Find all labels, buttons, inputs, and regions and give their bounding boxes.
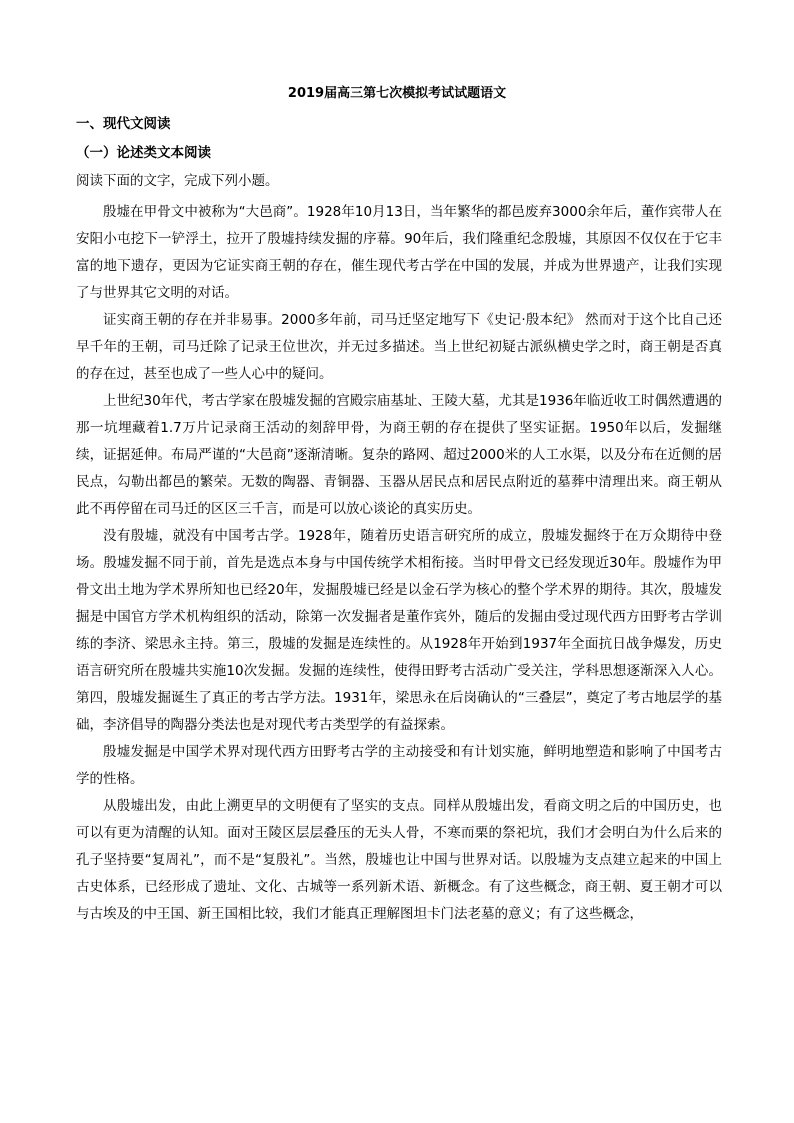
reading-instruction: 阅读下面的文字，完成下列小题。 xyxy=(76,173,279,189)
section-heading: 一、现代文阅读 xyxy=(76,116,171,132)
paragraph-6: 从殷墟出发，由此上溯更早的文明便有了坚实的支点。同样从殷墟出发，看商文明之后的中国历史，也可以有更为清醒的认知。面对王陵区层层叠压的无头人骨，不寒而栗的祭祀坑，我们才会明白为什么后来的孔子坚持要“复周礼”，而不是“复殷礼”。当然，殷墟也让中国与世界对话。以殷墟为支点建立起来的中国上古史体系，已经形成了遗址、文化、古城等一系列新术语、新概念。有了这些概念，商王朝、夏王朝才可以与古埃及的中王国、新王国相比较，我们才能真正理解图坦卡门法老墓的意义；有了这些概念， xyxy=(76,798,722,922)
paragraph-5: 殷墟发掘是中国学术界对现代西方田野考古学的主动接受和有计划实施，鲜明地塑造和影响了中国考古学的性格。 xyxy=(76,744,722,787)
document-title: 2019届高三第七次模拟考试试题语文 xyxy=(287,86,507,101)
document-body xyxy=(76,114,722,928)
paragraph-2: 证实商王朝的存在并非易事。2000多年前，司马迁坚定地写下《史记·殷本纪》 然而对于这个比自己还早千年的王朝，司马迁除了记录王位世次，并无过多描述。当上世纪初疑古派纵横史学之时，商王朝是否真的存在过，甚至也成了一些人心中的疑问。 xyxy=(76,312,722,382)
paragraph-4: 没有殷墟，就没有中国考古学。1928年，随着历史语言研究所的成立，殷墟发掘终于在万众期待中登场。殷墟发掘不同于前，首先是选点本身与中国传统学术相衔接。当时甲骨文已经发现近30年。殷墟作为甲骨文出土地为学术界所知也已经20年，发掘殷墟已经是以金石学为核心的整个学术界的期待。其次，殷墟发掘是中国官方学术机构组织的活动，除第一次发掘者是董作宾外，随后的发掘由受过现代西方田野考古学训练的李济、梁思永主持。第三，殷墟的发掘是连续性的。从1928年开始到1937年全面抗日战争爆发，历史语言研究所在殷墟共实施10次发掘。发掘的连续性，使得田野考古活动广受关注，学科思想逐渐深入人心。第四，殷墟发掘诞生了真正的考古学方法。1931年，梁思永在后岗确认的“三叠层”，奠定了考古地层学的基础，李济倡导的陶器分类法也是对现代考古类型学的有益探索。 xyxy=(76,528,722,733)
paragraph-1: 殷墟在甲骨文中被称为“大邑商”。1928年10月13日，当年繁华的都邑废弃3000余年后，董作宾带人在安阳小屯挖下一铲浮土，拉开了殷墟持续发掘的序幕。90年后，我们隆重纪念殷墟，其原因不仅仅在于它丰富的地下遗存，更因为它证实商王朝的存在，催生现代考古学在中国的发展，并成为世界遗产，让我们实现了与世界其它文明的对话。 xyxy=(76,204,722,301)
subsection-heading: （一）论述类文本阅读 xyxy=(76,145,211,161)
paragraph-3: 上世纪30年代，考古学家在殷墟发掘的宫殿宗庙基址、王陵大墓，尤其是1936年临近收工时偶然遭遇的那一坑埋藏着1.7万片记录商王活动的刻辞甲骨，为商王朝的存在提供了坚实证据。1950年以后，发掘继续，证据延伸。布局严谨的“大邑商”逐渐清晰。复杂的路网、超过2000米的人工水渠，以及分布在近侧的居民点，勾勒出都邑的繁荣。无数的陶器、青铜器、玉器从居民点和居民点附近的墓葬中清理出来。商王朝从此不再停留在司马迁的区区三千言，而是可以放心谈论的真实历史。 xyxy=(76,393,722,517)
